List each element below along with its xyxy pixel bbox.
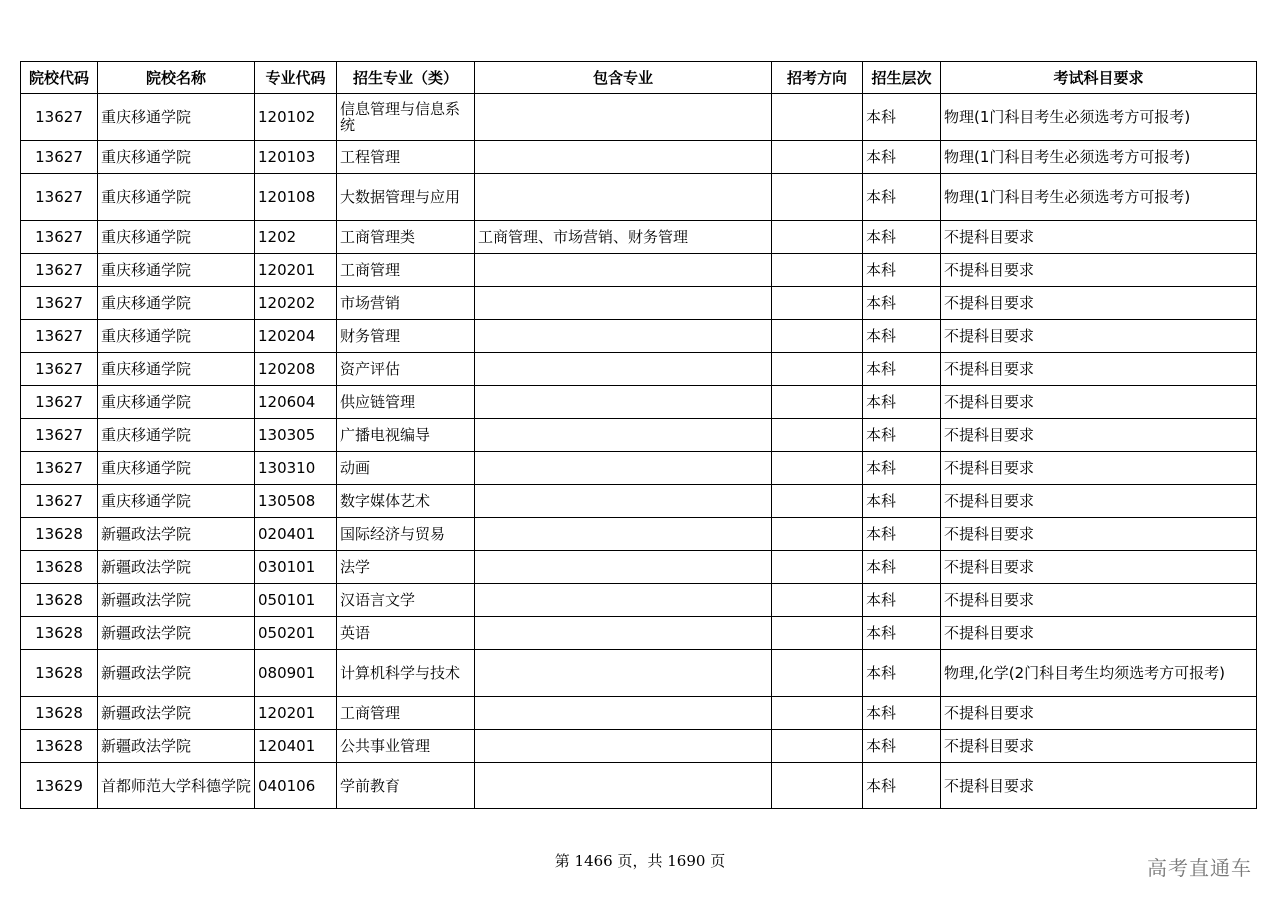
cell-subject-requirement: 不提科目要求 [941, 419, 1257, 452]
cell-major-code: 1202 [255, 221, 337, 254]
cell-subject-requirement: 不提科目要求 [941, 353, 1257, 386]
cell-school-name: 重庆移通学院 [98, 287, 255, 320]
cell-school-code: 13627 [21, 141, 98, 174]
cell-major: 供应链管理 [337, 386, 475, 419]
cell-major-code: 120202 [255, 287, 337, 320]
cell-level: 本科 [863, 697, 941, 730]
admission-majors-table [20, 61, 1257, 809]
cell-subject-requirement: 物理(1门科目考生必须选考方可报考) [941, 174, 1257, 221]
cell-major-code: 020401 [255, 518, 337, 551]
table-row [21, 174, 1257, 221]
cell-included-majors [475, 353, 772, 386]
cell-subject-requirement: 不提科目要求 [941, 320, 1257, 353]
cell-major-code: 120208 [255, 353, 337, 386]
cell-school-code: 13627 [21, 386, 98, 419]
cell-level: 本科 [863, 763, 941, 809]
cell-major: 工程管理 [337, 141, 475, 174]
table-row [21, 485, 1257, 518]
cell-included-majors [475, 730, 772, 763]
cell-major: 国际经济与贸易 [337, 518, 475, 551]
table-row [21, 617, 1257, 650]
cell-direction [772, 254, 863, 287]
cell-direction [772, 174, 863, 221]
cell-major-code: 120201 [255, 254, 337, 287]
cell-direction [772, 650, 863, 697]
cell-included-majors [475, 551, 772, 584]
cell-included-majors [475, 518, 772, 551]
table-row [21, 763, 1257, 809]
cell-major: 公共事业管理 [337, 730, 475, 763]
cell-included-majors [475, 174, 772, 221]
table-row [21, 94, 1257, 141]
cell-direction [772, 452, 863, 485]
cell-subject-requirement: 物理(1门科目考生必须选考方可报考) [941, 141, 1257, 174]
cell-subject-requirement: 不提科目要求 [941, 452, 1257, 485]
cell-school-code: 13628 [21, 551, 98, 584]
cell-included-majors [475, 287, 772, 320]
table-row [21, 419, 1257, 452]
cell-major: 广播电视编导 [337, 419, 475, 452]
header-level: 招生层次 [863, 62, 941, 94]
cell-school-name: 重庆移通学院 [98, 353, 255, 386]
cell-major: 英语 [337, 617, 475, 650]
cell-level: 本科 [863, 287, 941, 320]
cell-included-majors [475, 697, 772, 730]
cell-subject-requirement: 不提科目要求 [941, 518, 1257, 551]
cell-subject-requirement: 不提科目要求 [941, 617, 1257, 650]
table-row [21, 650, 1257, 697]
cell-included-majors [475, 386, 772, 419]
table-row [21, 141, 1257, 174]
cell-major: 资产评估 [337, 353, 475, 386]
cell-school-code: 13627 [21, 485, 98, 518]
cell-major: 工商管理 [337, 697, 475, 730]
cell-subject-requirement: 不提科目要求 [941, 485, 1257, 518]
cell-included-majors [475, 650, 772, 697]
cell-subject-requirement: 不提科目要求 [941, 584, 1257, 617]
cell-school-code: 13628 [21, 518, 98, 551]
header-row [21, 62, 1257, 94]
table-row [21, 320, 1257, 353]
cell-school-name: 新疆政法学院 [98, 584, 255, 617]
cell-direction [772, 94, 863, 141]
cell-school-code: 13629 [21, 763, 98, 809]
cell-major-code: 120604 [255, 386, 337, 419]
cell-included-majors: 工商管理、市场营销、财务管理 [475, 221, 772, 254]
table-row [21, 287, 1257, 320]
cell-level: 本科 [863, 551, 941, 584]
table-row [21, 452, 1257, 485]
cell-school-name: 重庆移通学院 [98, 485, 255, 518]
cell-school-name: 重庆移通学院 [98, 419, 255, 452]
cell-school-name: 重庆移通学院 [98, 221, 255, 254]
table-row [21, 221, 1257, 254]
cell-level: 本科 [863, 141, 941, 174]
cell-subject-requirement: 不提科目要求 [941, 386, 1257, 419]
cell-included-majors [475, 452, 772, 485]
cell-school-name: 新疆政法学院 [98, 730, 255, 763]
cell-subject-requirement: 物理,化学(2门科目考生均须选考方可报考) [941, 650, 1257, 697]
table-row [21, 551, 1257, 584]
cell-direction [772, 518, 863, 551]
cell-major: 动画 [337, 452, 475, 485]
cell-major-code: 040106 [255, 763, 337, 809]
watermark-logo-text: 高考直通车 [1147, 856, 1252, 880]
table-row [21, 353, 1257, 386]
page-number-footer: 第 1466 页，共 1690 页 [554, 852, 726, 870]
cell-included-majors [475, 320, 772, 353]
cell-subject-requirement: 不提科目要求 [941, 221, 1257, 254]
cell-level: 本科 [863, 254, 941, 287]
cell-major: 计算机科学与技术 [337, 650, 475, 697]
cell-subject-requirement: 不提科目要求 [941, 551, 1257, 584]
cell-school-code: 13627 [21, 452, 98, 485]
header-school-name: 院校名称 [98, 62, 255, 94]
cell-major: 市场营销 [337, 287, 475, 320]
cell-school-code: 13628 [21, 697, 98, 730]
cell-subject-requirement: 物理(1门科目考生必须选考方可报考) [941, 94, 1257, 141]
table-row [21, 386, 1257, 419]
cell-level: 本科 [863, 94, 941, 141]
cell-level: 本科 [863, 353, 941, 386]
cell-school-code: 13628 [21, 730, 98, 763]
cell-school-code: 13627 [21, 174, 98, 221]
cell-included-majors [475, 763, 772, 809]
cell-school-name: 重庆移通学院 [98, 386, 255, 419]
cell-direction [772, 697, 863, 730]
cell-major: 工商管理类 [337, 221, 475, 254]
cell-school-code: 13627 [21, 254, 98, 287]
cell-school-name: 重庆移通学院 [98, 320, 255, 353]
cell-school-name: 新疆政法学院 [98, 518, 255, 551]
header-major-code: 专业代码 [255, 62, 337, 94]
cell-level: 本科 [863, 221, 941, 254]
cell-major-code: 130508 [255, 485, 337, 518]
cell-school-code: 13627 [21, 419, 98, 452]
cell-school-name: 新疆政法学院 [98, 617, 255, 650]
cell-major-code: 050101 [255, 584, 337, 617]
cell-included-majors [475, 94, 772, 141]
cell-school-name: 新疆政法学院 [98, 697, 255, 730]
header-direction: 招考方向 [772, 62, 863, 94]
cell-major-code: 120204 [255, 320, 337, 353]
cell-subject-requirement: 不提科目要求 [941, 730, 1257, 763]
table-body [21, 94, 1257, 809]
header-school-code: 院校代码 [21, 62, 98, 94]
table-row [21, 254, 1257, 287]
cell-major: 汉语言文学 [337, 584, 475, 617]
table-header [21, 62, 1257, 94]
cell-school-code: 13628 [21, 617, 98, 650]
cell-major: 财务管理 [337, 320, 475, 353]
table-row [21, 730, 1257, 763]
cell-included-majors [475, 584, 772, 617]
cell-major-code: 120102 [255, 94, 337, 141]
cell-school-name: 新疆政法学院 [98, 650, 255, 697]
cell-included-majors [475, 617, 772, 650]
cell-major-code: 050201 [255, 617, 337, 650]
cell-level: 本科 [863, 730, 941, 763]
cell-direction [772, 763, 863, 809]
cell-school-name: 重庆移通学院 [98, 94, 255, 141]
header-major: 招生专业（类） [337, 62, 475, 94]
cell-level: 本科 [863, 584, 941, 617]
cell-school-code: 13628 [21, 650, 98, 697]
cell-school-name: 重庆移通学院 [98, 141, 255, 174]
cell-subject-requirement: 不提科目要求 [941, 697, 1257, 730]
cell-subject-requirement: 不提科目要求 [941, 254, 1257, 287]
cell-included-majors [475, 419, 772, 452]
cell-major-code: 030101 [255, 551, 337, 584]
cell-direction [772, 141, 863, 174]
cell-included-majors [475, 485, 772, 518]
cell-direction [772, 617, 863, 650]
cell-school-code: 13627 [21, 320, 98, 353]
cell-subject-requirement: 不提科目要求 [941, 287, 1257, 320]
cell-major-code: 120201 [255, 697, 337, 730]
cell-major-code: 080901 [255, 650, 337, 697]
cell-subject-requirement: 不提科目要求 [941, 763, 1257, 809]
cell-direction [772, 221, 863, 254]
table-row [21, 518, 1257, 551]
cell-major-code: 120103 [255, 141, 337, 174]
cell-direction [772, 386, 863, 419]
cell-major-code: 130305 [255, 419, 337, 452]
cell-major: 工商管理 [337, 254, 475, 287]
cell-major-code: 120108 [255, 174, 337, 221]
table-row [21, 584, 1257, 617]
cell-direction [772, 551, 863, 584]
cell-direction [772, 353, 863, 386]
cell-major: 信息管理与信息系统 [337, 94, 475, 141]
cell-included-majors [475, 141, 772, 174]
table-row [21, 697, 1257, 730]
cell-school-code: 13627 [21, 353, 98, 386]
cell-school-code: 13628 [21, 584, 98, 617]
cell-direction [772, 730, 863, 763]
cell-school-name: 重庆移通学院 [98, 254, 255, 287]
header-subject-requirement: 考试科目要求 [941, 62, 1257, 94]
cell-level: 本科 [863, 617, 941, 650]
header-included-majors: 包含专业 [475, 62, 772, 94]
cell-major: 法学 [337, 551, 475, 584]
cell-major: 学前教育 [337, 763, 475, 809]
cell-level: 本科 [863, 650, 941, 697]
cell-level: 本科 [863, 320, 941, 353]
cell-school-code: 13627 [21, 221, 98, 254]
cell-school-name: 首都师范大学科德学院 [98, 763, 255, 809]
cell-major-code: 120401 [255, 730, 337, 763]
cell-major: 数字媒体艺术 [337, 485, 475, 518]
cell-major: 大数据管理与应用 [337, 174, 475, 221]
cell-level: 本科 [863, 518, 941, 551]
cell-included-majors [475, 254, 772, 287]
cell-direction [772, 419, 863, 452]
cell-school-name: 新疆政法学院 [98, 551, 255, 584]
cell-level: 本科 [863, 174, 941, 221]
cell-major-code: 130310 [255, 452, 337, 485]
cell-direction [772, 287, 863, 320]
cell-school-name: 重庆移通学院 [98, 174, 255, 221]
cell-school-code: 13627 [21, 287, 98, 320]
cell-level: 本科 [863, 419, 941, 452]
cell-school-code: 13627 [21, 94, 98, 141]
cell-level: 本科 [863, 452, 941, 485]
cell-direction [772, 320, 863, 353]
cell-school-name: 重庆移通学院 [98, 452, 255, 485]
cell-level: 本科 [863, 485, 941, 518]
cell-direction [772, 485, 863, 518]
cell-level: 本科 [863, 386, 941, 419]
cell-direction [772, 584, 863, 617]
